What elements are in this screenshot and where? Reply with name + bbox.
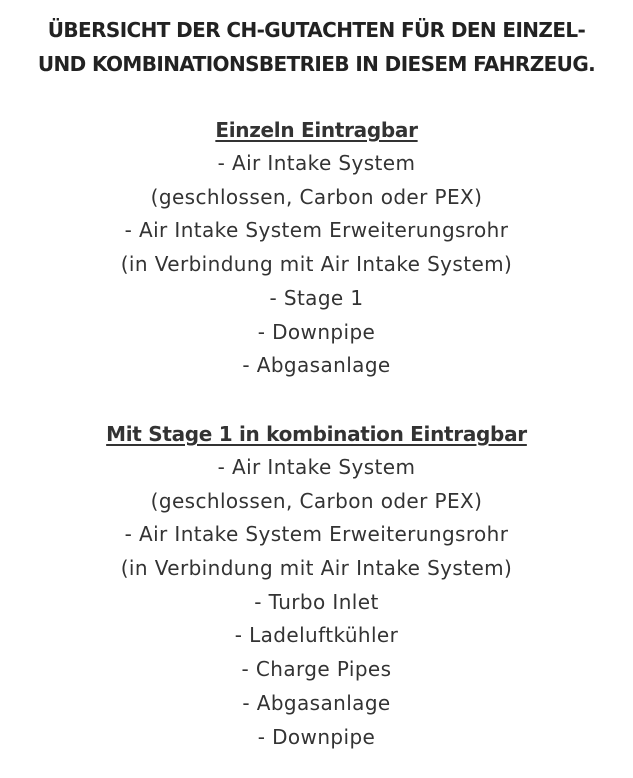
list-item: - Downpipe (257, 724, 376, 749)
headline-line-2: UND KOMBINATIONSBETRIEB IN DIESEM FAHRZEUG. (37, 52, 596, 76)
list-item: - Downpipe (257, 319, 376, 344)
list-item: - Stage 1 (269, 285, 364, 310)
list-item: - Abgasanlage (242, 353, 391, 378)
list-item: - Abgasanlage (242, 690, 391, 715)
list-item: - Air Intake System (217, 454, 416, 479)
list-item: - Charge Pipes (241, 657, 392, 682)
list-item: (in Verbindung mit Air Intake System) (120, 556, 513, 581)
section-kombination (0, 417, 633, 754)
list-item: (geschlossen, Carbon oder PEX) (150, 488, 483, 513)
list-item: - Air Intake System Erweiterungsrohr (124, 522, 509, 547)
headline-line-1: ÜBERSICHT DER CH-GUTACHTEN FÜR DEN EINZEL- (47, 18, 586, 42)
page-headline (0, 0, 633, 81)
list-item: (geschlossen, Carbon oder PEX) (150, 184, 483, 209)
section-title-einzeln: Einzeln Eintragbar (215, 118, 418, 142)
list-item: - Air Intake System Erweiterungsrohr (124, 218, 509, 243)
list-item: (in Verbindung mit Air Intake System) (120, 252, 513, 277)
list-item: - Ladeluftkühler (234, 623, 399, 648)
list-item: - Turbo Inlet (254, 589, 379, 614)
section-title-kombination: Mit Stage 1 in kombination Eintragbar (106, 421, 527, 446)
list-item: - Air Intake System (217, 151, 416, 175)
section-einzeln (0, 113, 633, 383)
